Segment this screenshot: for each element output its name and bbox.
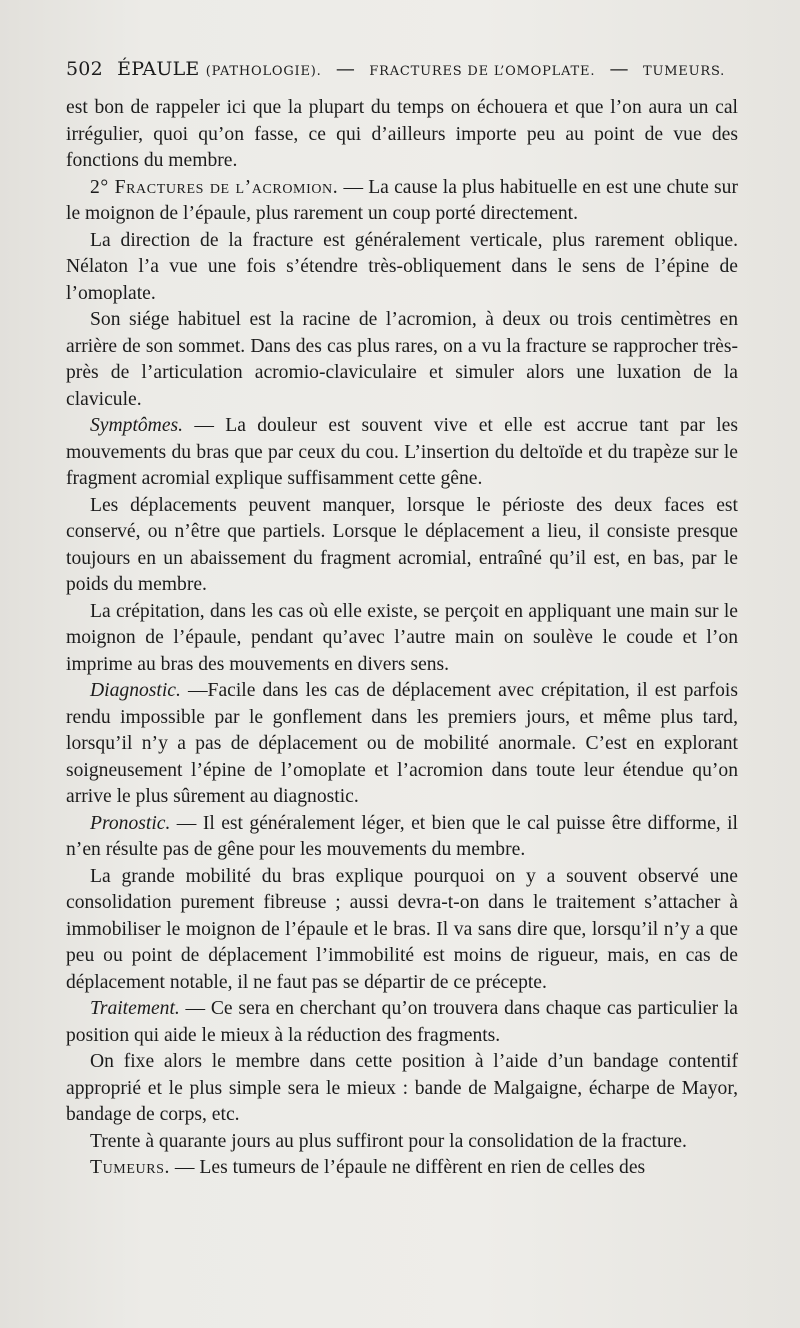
paragraph-consolidation	[66, 1129, 738, 1156]
paragraph-text: Son siége habituel est la racine de l’acromion, à deux ou trois centimètres en arrière de son sommet. Dans des cas plus rares, on a vu la fracture se rapprocher très-près de l’articulation acromio-claviculaire et simuler alors une luxation de la clavicule.	[66, 309, 738, 410]
page-number: 502	[66, 58, 103, 80]
section-heading-fractures-acromion: 2° Fractures de l’acromion.	[90, 176, 339, 198]
paragraph-text: On fixe alors le membre dans cette position à l’aide d’un bandage contentif approprié et le plus simple sera le mieux : bande de Malgaigne, écharpe de Mayor, bandage de corps, etc.	[66, 1051, 738, 1125]
paragraph-bandage	[66, 1049, 738, 1129]
section-heading-pronostic: Pronostic.	[90, 812, 171, 834]
header-dash-1: —	[335, 58, 356, 80]
paragraph-text: La crépitation, dans les cas où elle existe, se perçoit en appliquant une main sur le moignon de l’épaule, pendant qu’avec l’autre main on soulève le coude et l’on imprime au bras des mouvements en divers sens.	[66, 600, 738, 675]
paragraph-symptomes	[66, 413, 738, 493]
paragraph-direction	[66, 228, 738, 308]
section-heading-diagnostic: Diagnostic.	[90, 680, 181, 701]
paragraph-text: Trente à quarante jours au plus suffiront pour la consolidation de la fracture.	[90, 1130, 687, 1152]
paragraph-text: La direction de la fracture est généralement verticale, plus rarement oblique. Nélaton l’a vue une fois s’étendre très-obliquement dans le sens de l’épine de l’omoplate.	[66, 229, 738, 304]
paragraph-traitement	[66, 996, 738, 1049]
header-dash-2: —	[609, 58, 629, 80]
paragraph-continuation	[66, 95, 738, 175]
paragraph-tumeurs	[66, 1155, 738, 1182]
header-section-tumeurs: TUMEURS.	[642, 64, 726, 79]
paragraph-fractures-acromion	[66, 175, 738, 228]
running-header	[66, 58, 760, 80]
header-title: ÉPAULE	[117, 58, 200, 80]
body-text	[66, 95, 738, 1182]
paragraph-text: — Ce sera en cherchant qu’on trouvera dans chaque cas particulier la position qui aide le mieux à la réduction des fragments.	[66, 998, 738, 1046]
paragraph-text: — Les tumeurs de l’épaule ne diffèrent en rien de celles des	[170, 1157, 646, 1178]
paragraph-text: — La cause la plus habituelle en est une chute sur le moignon de l’épaule, plus rarement un coup porté directement.	[66, 176, 738, 224]
paragraph-text: —Facile dans les cas de déplacement avec crépitation, il est parfois rendu impossible par le gonflement dans les premiers jours, et même plus tard, lorsqu’il n’y a pas de déplacement ou de mobilité anormale. C’est en explorant soigneusement l’épine de l’omoplate et l’acromion dans toute leur étendue qu’on arrive le plus sûrement au diagnostic.	[66, 680, 738, 807]
paragraph-crepitation	[66, 599, 738, 679]
header-section-fractures: FRACTURES DE L’OMOPLATE.	[369, 64, 596, 79]
paragraph-deplacements	[66, 493, 738, 599]
paragraph-diagnostic	[66, 678, 738, 811]
paragraph-text: — Il est généralement léger, et bien que le cal puisse être difforme, il n’en résulte pas de gêne pour les mouvements du membre.	[66, 812, 738, 860]
paragraph-text: La grande mobilité du bras explique pourquoi on y a souvent observé une consolidation purement fibreuse ; aussi devra-t-on dans le traitement s’attacher à immobiliser le moignon de l’épaule et le bras. Il va sans dire que, lorsqu’il n’y a que peu ou point de déplacement l’immobilité est moins de rigueur, mais, en cas de déplacement notable, il ne faut pas se départir de ce précepte.	[66, 865, 738, 993]
paragraph-pronostic	[66, 811, 738, 864]
paragraph-siege	[66, 307, 738, 413]
paragraph-text: — La douleur est souvent vive et elle est accrue tant par les mouvements du bras que par ceux du cou. L’insertion du deltoïde et du trapèze sur le fragment acromial explique suffisamment cette gêne.	[66, 415, 738, 489]
paragraph-text: Les déplacements peuvent manquer, lorsque le périoste des deux faces est conservé, ou n’être que partiels. Lorsque le déplacement a lieu, il consiste presque toujours en un abaissement du fragment acromial, entraîné qu’il est, en bas, par le poids du membre.	[66, 494, 738, 595]
header-subtitle: (PATHOLOGIE).	[205, 64, 322, 79]
section-heading-tumeurs: Tumeurs.	[90, 1157, 171, 1178]
paragraph-mobilite	[66, 864, 738, 997]
paragraph-text: est bon de rappeler ici que la plupart du temps on échouera et que l’on aura un cal irrégulier, quoi qu’on fasse, ce qui d’ailleurs importe peu au point de vue des fonctions du membre.	[66, 97, 738, 171]
section-heading-traitement: Traitement.	[90, 998, 180, 1019]
section-heading-symptomes: Symptômes.	[90, 415, 184, 436]
